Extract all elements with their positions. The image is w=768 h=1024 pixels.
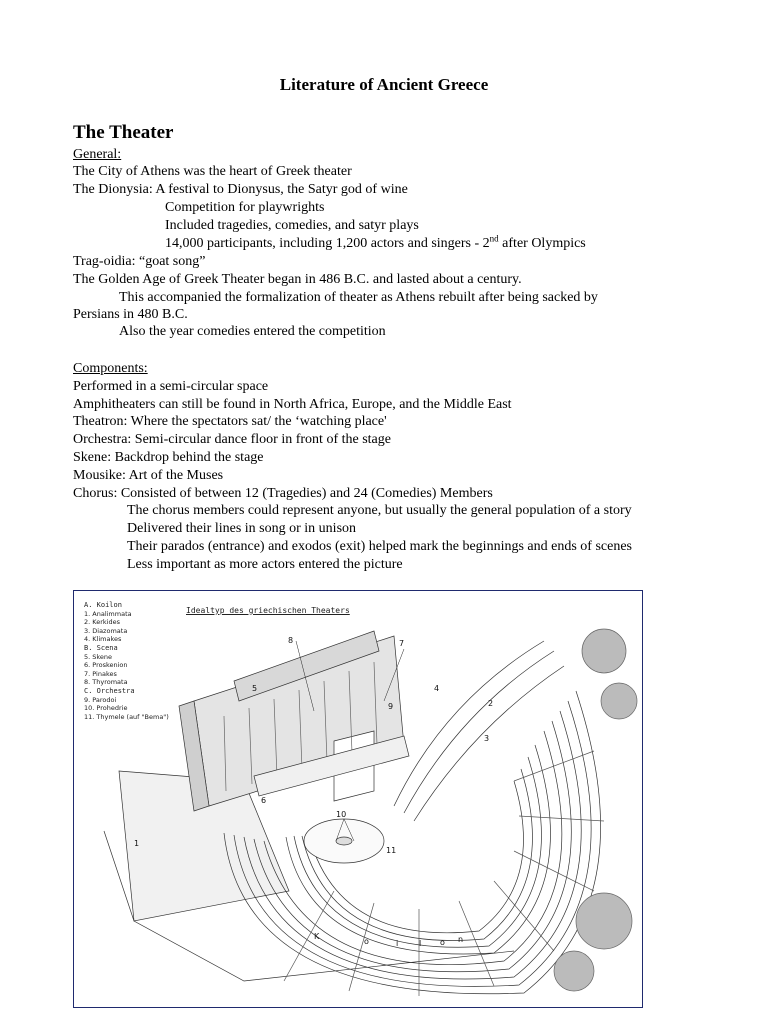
figure-number: 2 xyxy=(488,699,494,708)
figure-number: 8 xyxy=(288,636,294,645)
text-line: Delivered their lines in song or in unison xyxy=(127,521,357,536)
figure-title: Idealtyp des griechischen Theaters xyxy=(186,606,350,615)
text-line: The City of Athens was the heart of Greek theater xyxy=(73,164,352,179)
text-line: Less important as more actors entered the picture xyxy=(127,557,403,572)
figure-number: 4 xyxy=(434,684,440,693)
text-line: 14,000 participants, including 1,200 actors and singers - 2nd after Olympics xyxy=(165,233,586,251)
text-line: Chorus: Consisted of between 12 (Tragedies) and 24 (Comedies) Members xyxy=(73,486,493,501)
text-line: Also the year comedies entered the competition xyxy=(119,324,386,339)
legend-item: 3. Diazomata xyxy=(84,626,128,635)
legend-item: 2. Kerkides xyxy=(84,618,120,627)
figure-number: 1 xyxy=(134,839,140,848)
legend-section: A. Koilon xyxy=(84,601,122,609)
document-title: Literature of Ancient Greece xyxy=(279,75,489,94)
figure-number: 11 xyxy=(386,846,397,855)
components-label: Components: xyxy=(73,361,148,376)
koilon-letter: K xyxy=(314,932,320,941)
koilon-letter: l xyxy=(419,939,422,948)
legend-item: 11. Thymele (auf "Bema") xyxy=(84,712,169,721)
figure-number: 3 xyxy=(484,734,490,743)
legend-item: 7. Pinakes xyxy=(84,669,117,678)
text-line: Performed in a semi-circular space xyxy=(73,379,269,394)
text-line: Their parados (entrance) and exodos (exit) helped mark the beginnings and ends of scenes xyxy=(127,539,632,554)
legend-item: 10. Prohedrie xyxy=(84,704,128,713)
text-line: The Golden Age of Greek Theater began in 486 B.C. and lasted about a century. xyxy=(73,272,522,287)
legend-item: 6. Proskenion xyxy=(84,661,128,670)
theater-illustration xyxy=(73,590,643,1008)
figure-number: 6 xyxy=(261,796,267,805)
text-line: Theatron: Where the spectators sat/ the ‘watching place' xyxy=(73,414,387,429)
text-line: The Dionysia: A festival to Dionysus, the Satyr god of wine xyxy=(73,182,408,197)
legend-item: 1. Analimmata xyxy=(84,609,132,618)
legend-section: C. Orchestra xyxy=(84,686,135,695)
text-line: Included tragedies, comedies, and satyr plays xyxy=(165,218,419,233)
legend-item: 4. Klimakes xyxy=(84,635,122,644)
figure-number: 7 xyxy=(399,639,405,648)
text-line: This accompanied the formalization of theater as Athens rebuilt after being sacked by xyxy=(119,290,598,305)
koilon-letter: i xyxy=(396,939,399,948)
text-line: Skene: Backdrop behind the stage xyxy=(73,450,264,465)
text-line: Amphitheaters can still be found in North Africa, Europe, and the Middle East xyxy=(73,397,512,412)
koilon-letter: n xyxy=(458,935,464,944)
text-line: The chorus members could represent anyone, but usually the general population of a story xyxy=(127,503,632,518)
legend-item: 5. Skene xyxy=(84,652,113,661)
legend-section: B. Scena xyxy=(84,643,118,652)
figure-number: 10 xyxy=(336,810,347,819)
text-line: Orchestra: Semi-circular dance floor in front of the stage xyxy=(73,432,391,447)
koilon-letter: o xyxy=(364,937,369,946)
section-heading: The Theater xyxy=(73,122,174,143)
text-line: Trag-oidia: “goat song” xyxy=(73,254,206,269)
figure-number: 9 xyxy=(388,702,394,711)
legend-item: 9. Parodoi xyxy=(84,695,117,704)
figure-number: 5 xyxy=(252,684,258,693)
text-line: Persians in 480 B.C. xyxy=(73,307,188,322)
koilon-letter: o xyxy=(440,938,445,947)
text-line: Mousike: Art of the Muses xyxy=(73,468,224,483)
legend-item: 8. Thyromata xyxy=(84,678,128,687)
text-line: Competition for playwrights xyxy=(165,200,325,215)
figure-legend xyxy=(84,601,214,721)
general-label: General: xyxy=(73,147,122,162)
